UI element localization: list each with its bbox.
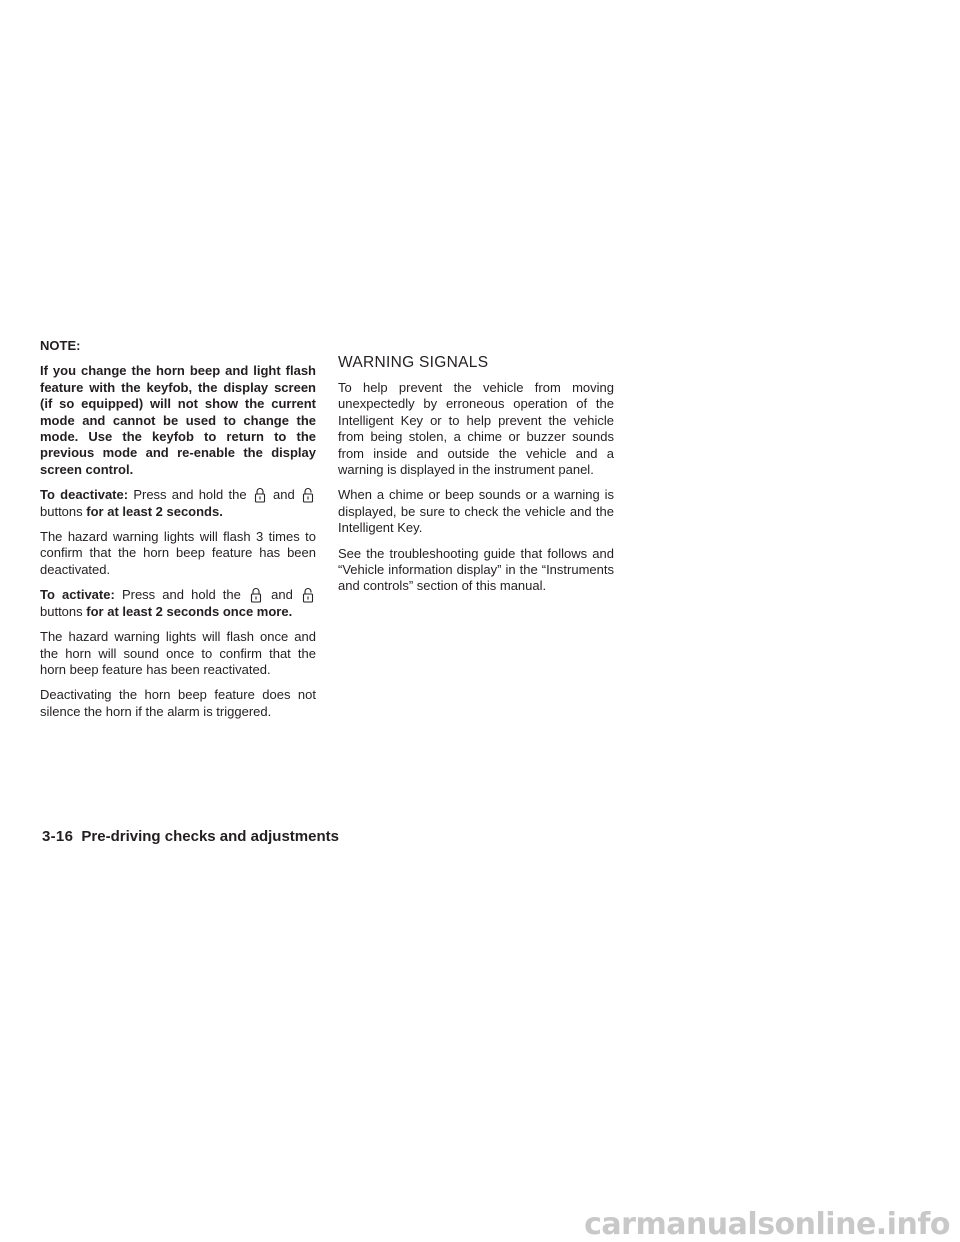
deactivate-label: To deactivate: [40,487,129,503]
activate-label: To activate: [40,587,115,603]
lock-icon [254,487,266,503]
page-footer [42,828,339,845]
section-heading: WARNING SIGNALS [338,354,489,371]
left-column [40,338,316,729]
unlock-icon [302,487,314,503]
page-number: 3-16 [42,828,74,845]
activate-instruction [40,587,316,620]
activate-text-2: and [271,587,293,603]
deactivate-text-2: and [273,487,295,503]
activate-text-3: buttons [40,603,83,619]
watermark: carmanualsonline.info [584,1207,950,1242]
deactivate-text-1: Press and hold the [133,487,247,503]
footer-section-title: Pre-driving checks and adjustments [81,828,339,845]
activate-duration: for at least 2 seconds once more. [86,603,293,619]
deactivate-result: The hazard warning lights will flash 3 times to confirm that the horn beep feature has been deactivated. [40,529,316,577]
warning-paragraph-2: When a chime or beep sounds or a warning is displayed, be sure to check the vehicle and the Intelligent Key. [338,487,614,536]
right-column [338,338,614,604]
activate-text-1: Press and hold the [121,587,241,603]
unlock-icon [302,587,314,603]
deactivate-instruction [40,487,316,520]
deactivate-duration: for at least 2 seconds. [86,503,223,519]
activate-result: The hazard warning lights will flash once and the horn will sound once to confirm that the horn beep feature has been reactivated. [40,629,316,677]
warning-paragraph-1: To help prevent the vehicle from moving unexpectedly by erroneous operation of the Intelligent Key or to help prevent the vehicle from being stolen, a chime or buzzer sounds from inside and outside the vehicle and a warning is displayed in the instrument panel. [338,380,614,478]
alarm-note: Deactivating the horn beep feature does not silence the horn if the alarm is triggered. [40,687,316,719]
deactivate-text-3: buttons [40,503,83,519]
note-text: If you change the horn beep and light flash feature with the keyfob, the display screen (if so equipped) will not show the current mode and cannot be used to change the mode. Use the keyfob to return to the previous mode and re-enable the display screen control. [40,363,316,477]
note-label: NOTE: [40,338,81,353]
warning-paragraph-3: See the troubleshooting guide that follows and “Vehicle information display” in the “Instruments and controls” section of this manual. [338,545,614,594]
lock-icon [250,587,262,603]
